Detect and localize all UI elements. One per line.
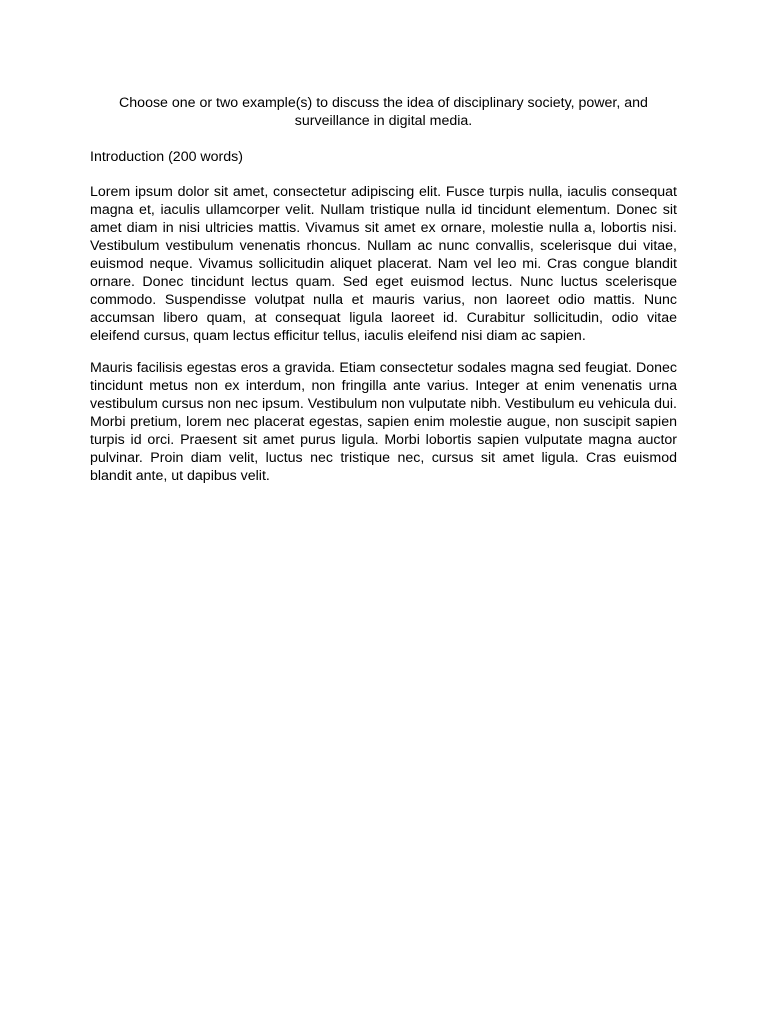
document-page bbox=[90, 94, 677, 485]
body-paragraph-2: Mauris facilisis egestas eros a gravida. Etiam consectetur sodales magna sed feugiat. Donec tincidunt metus non ex interdum, non fringilla ante varius. Integer at enim venenatis urna vestibulum cursus non nec ipsum. Vestibulum non vulputate nibh. Vestibulum eu vehicula dui. Morbi pretium, lorem nec placerat egestas, sapien enim molestie augue, non suscipit sapien turpis id orci. Praesent sit amet purus ligula. Morbi lobortis sapien vulputate magna auctor pulvinar. Proin diam velit, luctus nec tristique nec, cursus sit amet ligula. Cras euismod blandit ante, ut dapibus velit. bbox=[90, 360, 677, 484]
document-title: Choose one or two example(s) to discuss the idea of disciplinary society, power, and surveillance in digital media. bbox=[119, 95, 648, 129]
body-paragraph-1: Lorem ipsum dolor sit amet, consectetur adipiscing elit. Fusce turpis nulla, iaculis consequat magna et, iaculis ullamcorper velit. Nullam tristique nulla id tincidunt elementum. Donec sit amet diam in nisi ultricies mattis. Vivamus sit amet ex ornare, molestie nulla a, lobortis nisi. Vestibulum vestibulum venenatis rhoncus. Nullam ac nunc convallis, scelerisque dui vitae, euismod neque. Vivamus sollicitudin aliquet placerat. Nam vel leo mi. Cras congue blandit ornare. Donec tincidunt lectus quam. Sed eget euismod lectus. Nunc luctus scelerisque commodo. Suspendisse volutpat nulla et mauris varius, non laoreet odio mattis. Nunc accumsan libero quam, at consequat ligula laoreet id. Curabitur sollicitudin, odio vitae eleifend cursus, quam lectus efficitur tellus, iaculis eleifend nisi diam ac sapien. bbox=[90, 184, 677, 344]
section-heading: Introduction (200 words) bbox=[90, 149, 243, 165]
